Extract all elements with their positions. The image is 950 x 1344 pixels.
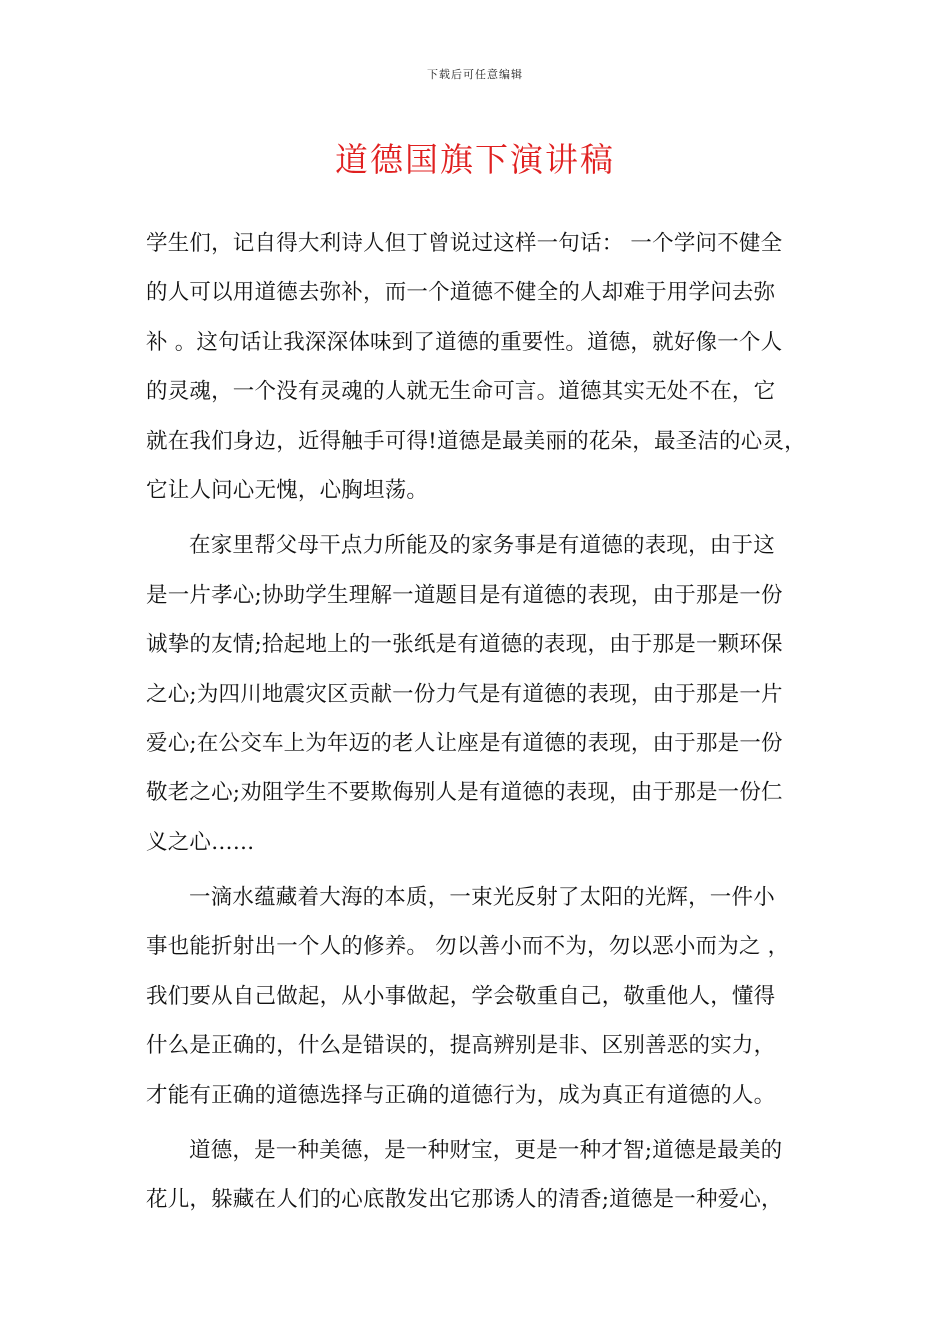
text-line: 就在我们身边，近得触手可得!道德是最美丽的花朵，最圣洁的心灵， — [146, 428, 806, 454]
header-note: 下载后可任意编辑 — [427, 68, 523, 81]
text-line: 的灵魂，一个没有灵魂的人就无生命可言。道德其实无处不在，它 — [146, 379, 776, 405]
text-line: 爱心;在公交车上为年迈的老人让座是有道德的表现，由于那是一份 — [146, 730, 783, 756]
text-line: 才能有正确的道德选择与正确的道德行为，成为真正有道德的人。 — [146, 1082, 776, 1108]
text-line: 之心;为四川地震灾区贡献一份力气是有道德的表现，由于那是一片 — [146, 681, 783, 707]
paragraph-2 — [146, 524, 816, 870]
text-line: 的人可以用道德去弥补，而一个道德不健全的人却难于用学问去弥 — [146, 280, 776, 306]
text-line: 一滴水蕴藏着大海的本质，一束光反射了太阳的光辉，一件小 — [189, 885, 775, 911]
text-line: 道德，是一种美德，是一种财宝，更是一种才智;道德是最美的 — [189, 1138, 783, 1164]
text-line: 学生们，记自得大利诗人但丁曾说过这样一句话： 一个学问不健全 — [146, 231, 783, 256]
text-line: 补 。这句话让我深深体味到了道德的重要性。道德，就好像一个人 — [146, 329, 783, 355]
text-line: 我们要从自己做起，从小事做起，学会敬重自己，敬重他人，懂得 — [146, 983, 776, 1009]
text-line: 是一片孝心;协助学生理解一道题目是有道德的表现，由于那是一份 — [146, 582, 783, 608]
paragraph-4 — [146, 1129, 816, 1228]
text-line: 花儿，躲藏在人们的心底散发出它那诱人的清香;道德是一种爱心， — [146, 1187, 783, 1213]
text-line: 在家里帮父母干点力所能及的家务事是有道德的表现，由于这 — [189, 533, 775, 559]
document-body — [146, 222, 816, 1228]
text-line: 诚挚的友情;拾起地上的一张纸是有道德的表现，由于那是一颗环保 — [146, 632, 783, 658]
text-line: 敬老之心;劝阻学生不要欺侮别人是有道德的表现，由于那是一份仁 — [146, 780, 783, 806]
text-line: 事也能折射出一个人的修养。 勿以善小而不为，勿以恶小而为之 ， — [146, 934, 790, 960]
text-line: 它让人问心无愧，心胸坦荡。 — [146, 477, 429, 503]
document-title: 道德国旗下演讲稿 — [335, 140, 615, 179]
paragraph-1 — [146, 222, 816, 518]
text-line: 什么是正确的，什么是错误的，提高辨别是非、区别善恶的实力， — [146, 1033, 776, 1059]
paragraph-3 — [146, 876, 816, 1123]
text-line: 义之心…… — [146, 829, 255, 855]
